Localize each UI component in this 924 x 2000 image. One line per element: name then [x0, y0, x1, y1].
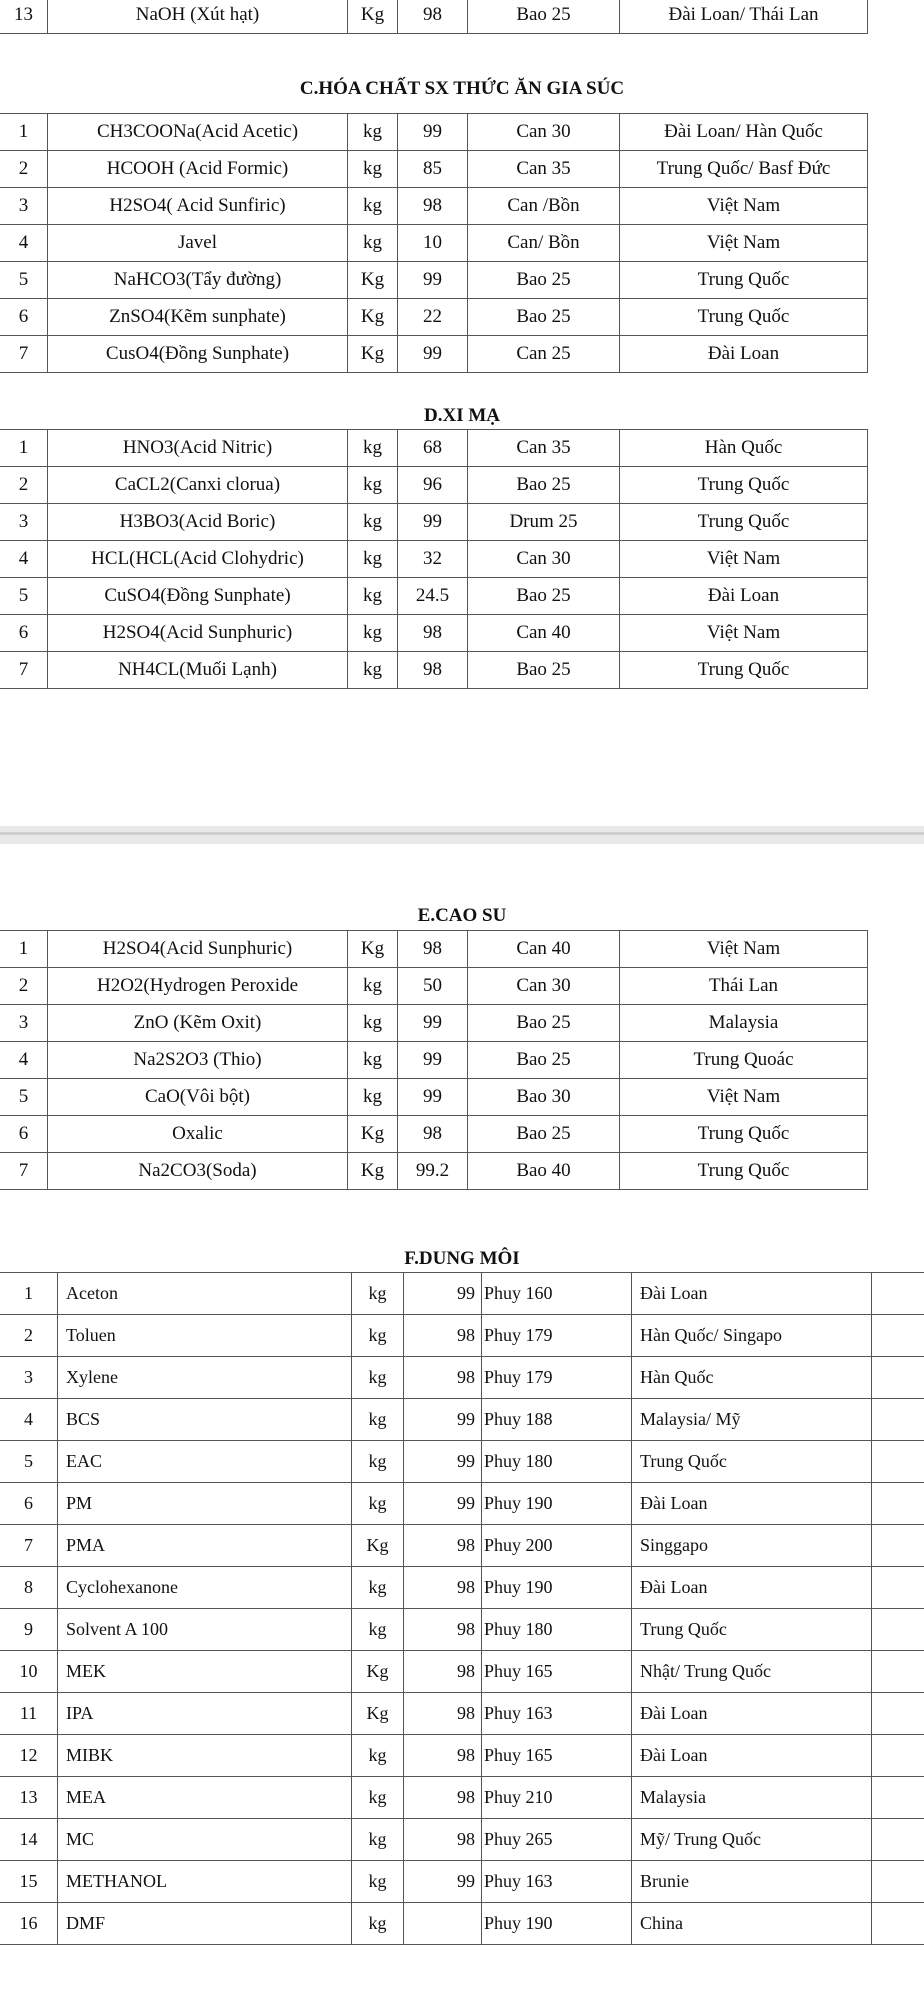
- packaging: Phuy 163: [482, 1861, 632, 1903]
- blank-cell: [872, 1903, 924, 1945]
- packaging: Can 40: [468, 615, 620, 652]
- product-name: Toluen: [58, 1315, 352, 1357]
- packaging: Bao 25: [468, 652, 620, 689]
- product-name: PMA: [58, 1525, 352, 1567]
- product-name: CaO(Vôi bột): [48, 1079, 348, 1116]
- unit: kg: [348, 1079, 398, 1116]
- row-number: 5: [0, 578, 48, 615]
- section-c-title: C.HÓA CHẤT SX THỨC ĂN GIA SÚC: [299, 78, 625, 99]
- row-number: 12: [0, 1735, 58, 1777]
- table-row: [0, 1399, 924, 1441]
- origin: Trung Quốc: [632, 1609, 872, 1651]
- table-row: [0, 299, 868, 336]
- product-name: Aceton: [58, 1273, 352, 1315]
- purity: 99: [398, 336, 468, 373]
- purity: 68: [398, 430, 468, 467]
- blank-cell: [872, 1567, 924, 1609]
- purity: 98: [404, 1357, 482, 1399]
- table-row: [0, 1153, 868, 1190]
- purity: 98: [398, 1116, 468, 1153]
- origin: Malaysia: [632, 1777, 872, 1819]
- product-name: NaOH (Xút hạt): [48, 0, 348, 34]
- unit: kg: [352, 1273, 404, 1315]
- table-row: [0, 931, 868, 968]
- origin: Đài Loan: [632, 1693, 872, 1735]
- packaging: Phuy 160: [482, 1273, 632, 1315]
- row-number: 5: [0, 262, 48, 299]
- purity: 99: [404, 1483, 482, 1525]
- origin: Trung Quốc: [620, 299, 868, 336]
- product-name: IPA: [58, 1693, 352, 1735]
- product-name: NH4CL(Muối Lạnh): [48, 652, 348, 689]
- origin: Nhật/ Trung Quốc: [632, 1651, 872, 1693]
- purity: 98: [404, 1819, 482, 1861]
- row-number: 15: [0, 1861, 58, 1903]
- unit: Kg: [348, 262, 398, 299]
- row-number: 1: [0, 1273, 58, 1315]
- packaging: Can 35: [468, 151, 620, 188]
- origin: Đài Loan: [620, 336, 868, 373]
- row-number: 4: [0, 1042, 48, 1079]
- product-name: Na2CO3(Soda): [48, 1153, 348, 1190]
- origin: Việt Nam: [620, 1079, 868, 1116]
- purity: 98: [398, 931, 468, 968]
- purity: 24.5: [398, 578, 468, 615]
- unit: kg: [352, 1315, 404, 1357]
- product-name: CH3COONa(Acid Acetic): [48, 114, 348, 151]
- unit: Kg: [348, 336, 398, 373]
- blank-cell: [872, 1735, 924, 1777]
- origin: Đài Loan/ Thái Lan: [620, 0, 868, 34]
- packaging: Bao 25: [468, 299, 620, 336]
- origin: Hàn Quốc: [620, 430, 868, 467]
- table-row: [0, 1735, 924, 1777]
- product-name: CuSO4(Đồng Sunphate): [48, 578, 348, 615]
- purity: 98: [404, 1651, 482, 1693]
- purity: 98: [404, 1777, 482, 1819]
- purity: 98: [404, 1693, 482, 1735]
- table-row: [0, 188, 868, 225]
- blank-cell: [872, 1483, 924, 1525]
- product-name: H2SO4(Acid Sunphuric): [48, 615, 348, 652]
- blank-cell: [872, 1819, 924, 1861]
- table-row: [0, 615, 868, 652]
- product-name: MIBK: [58, 1735, 352, 1777]
- origin: China: [632, 1903, 872, 1945]
- unit: kg: [348, 467, 398, 504]
- unit: kg: [352, 1567, 404, 1609]
- product-name: PM: [58, 1483, 352, 1525]
- product-name: H2SO4(Acid Sunphuric): [48, 931, 348, 968]
- table-row: [0, 1651, 924, 1693]
- row-number: 4: [0, 225, 48, 262]
- table-row: [0, 151, 868, 188]
- row-number: 2: [0, 1315, 58, 1357]
- purity: 98: [398, 615, 468, 652]
- table-row: [0, 1819, 924, 1861]
- origin: Đài Loan: [632, 1567, 872, 1609]
- unit: kg: [348, 615, 398, 652]
- row-number: 8: [0, 1567, 58, 1609]
- packaging: Can 30: [468, 114, 620, 151]
- purity: 99: [398, 504, 468, 541]
- unit: Kg: [348, 1116, 398, 1153]
- row-number: 4: [0, 1399, 58, 1441]
- section-f-table: [0, 1272, 924, 1945]
- unit: kg: [348, 1042, 398, 1079]
- packaging: Phuy 190: [482, 1903, 632, 1945]
- origin: Việt Nam: [620, 188, 868, 225]
- table-row: [0, 1567, 924, 1609]
- unit: kg: [348, 504, 398, 541]
- origin: Malaysia/ Mỹ: [632, 1399, 872, 1441]
- origin: Việt Nam: [620, 615, 868, 652]
- origin: Việt Nam: [620, 541, 868, 578]
- packaging: Can/ Bồn: [468, 225, 620, 262]
- origin: Trung Quoác: [620, 1042, 868, 1079]
- packaging: Bao 25: [468, 1005, 620, 1042]
- product-name: Javel: [48, 225, 348, 262]
- unit: kg: [352, 1399, 404, 1441]
- packaging: Phuy 190: [482, 1483, 632, 1525]
- unit: kg: [348, 188, 398, 225]
- row-number: 2: [0, 151, 48, 188]
- packaging: Phuy 163: [482, 1693, 632, 1735]
- unit: Kg: [348, 931, 398, 968]
- packaging: Bao 25: [468, 578, 620, 615]
- packaging: Phuy 180: [482, 1609, 632, 1651]
- product-name: METHANOL: [58, 1861, 352, 1903]
- table-row: [0, 1777, 924, 1819]
- packaging: Phuy 165: [482, 1651, 632, 1693]
- purity: [404, 1903, 482, 1945]
- product-name: ZnSO4(Kẽm sunphate): [48, 299, 348, 336]
- unit: Kg: [348, 1153, 398, 1190]
- origin: Đài Loan: [632, 1735, 872, 1777]
- blank-cell: [872, 1693, 924, 1735]
- purity: 99.2: [398, 1153, 468, 1190]
- row-number: 6: [0, 299, 48, 336]
- packaging: Can 30: [468, 541, 620, 578]
- packaging: Bao 30: [468, 1079, 620, 1116]
- unit: Kg: [352, 1693, 404, 1735]
- product-name: CaCL2(Canxi clorua): [48, 467, 348, 504]
- packaging: Phuy 180: [482, 1441, 632, 1483]
- table-row: [0, 578, 868, 615]
- packaging: Bao 40: [468, 1153, 620, 1190]
- product-name: MEA: [58, 1777, 352, 1819]
- packaging: Can 40: [468, 931, 620, 968]
- origin: Hàn Quốc/ Singapo: [632, 1315, 872, 1357]
- blank-cell: [872, 1651, 924, 1693]
- origin: Trung Quốc: [620, 504, 868, 541]
- table-row: [0, 541, 868, 578]
- origin: Mỹ/ Trung Quốc: [632, 1819, 872, 1861]
- packaging: Phuy 190: [482, 1567, 632, 1609]
- purity: 98: [404, 1567, 482, 1609]
- section-e-table: [0, 930, 868, 1190]
- product-name: Solvent A 100: [58, 1609, 352, 1651]
- table-row: [0, 1315, 924, 1357]
- table-row: [0, 504, 868, 541]
- product-name: BCS: [58, 1399, 352, 1441]
- product-name: H2SO4( Acid Sunfiric): [48, 188, 348, 225]
- origin: Trung Quốc: [620, 467, 868, 504]
- row-number: 16: [0, 1903, 58, 1945]
- row-number: 13: [0, 1777, 58, 1819]
- blank-cell: [872, 1861, 924, 1903]
- product-name: H2O2(Hydrogen Peroxide: [48, 968, 348, 1005]
- purity: 99: [398, 114, 468, 151]
- table-row: [0, 1273, 924, 1315]
- product-name: EAC: [58, 1441, 352, 1483]
- origin: Malaysia: [620, 1005, 868, 1042]
- row-number: 6: [0, 1116, 48, 1153]
- packaging: Phuy 200: [482, 1525, 632, 1567]
- packaging: Can 25: [468, 336, 620, 373]
- unit: kg: [352, 1777, 404, 1819]
- product-name: MEK: [58, 1651, 352, 1693]
- packaging: Bao 25: [468, 262, 620, 299]
- section-d-table: [0, 429, 868, 689]
- row-number: 13: [0, 0, 48, 34]
- product-name: HCL(HCL(Acid Clohydric): [48, 541, 348, 578]
- unit: kg: [348, 541, 398, 578]
- unit: kg: [348, 151, 398, 188]
- table-row: [0, 1357, 924, 1399]
- purity: 99: [404, 1441, 482, 1483]
- product-name: Xylene: [58, 1357, 352, 1399]
- section-f-title: F.DUNG MÔI: [404, 1248, 520, 1269]
- origin: Thái Lan: [620, 968, 868, 1005]
- table-row: [0, 430, 868, 467]
- unit: kg: [348, 652, 398, 689]
- blank-cell: [872, 1441, 924, 1483]
- table-row: [0, 1441, 924, 1483]
- section-c-table: [0, 113, 868, 373]
- unit: kg: [352, 1903, 404, 1945]
- purity: 98: [398, 188, 468, 225]
- purity: 96: [398, 467, 468, 504]
- packaging: Phuy 188: [482, 1399, 632, 1441]
- purity: 99: [404, 1273, 482, 1315]
- product-name: DMF: [58, 1903, 352, 1945]
- packaging: Bao 25: [468, 467, 620, 504]
- unit: kg: [348, 578, 398, 615]
- packaging: Drum 25: [468, 504, 620, 541]
- table-row: [0, 336, 868, 373]
- row-number: 3: [0, 1357, 58, 1399]
- unit: kg: [352, 1483, 404, 1525]
- row-number: 7: [0, 336, 48, 373]
- table-row: [0, 1861, 924, 1903]
- purity: 99: [404, 1399, 482, 1441]
- product-name: MC: [58, 1819, 352, 1861]
- purity: 99: [404, 1861, 482, 1903]
- unit: Kg: [352, 1651, 404, 1693]
- row-number: 5: [0, 1441, 58, 1483]
- table-row: [0, 467, 868, 504]
- table-row: [0, 1903, 924, 1945]
- packaging: Phuy 165: [482, 1735, 632, 1777]
- unit: kg: [348, 1005, 398, 1042]
- purity: 99: [398, 262, 468, 299]
- blank-cell: [872, 1399, 924, 1441]
- unit: kg: [348, 430, 398, 467]
- packaging: Can 35: [468, 430, 620, 467]
- origin: Brunie: [632, 1861, 872, 1903]
- row-number: 14: [0, 1819, 58, 1861]
- purity: 98: [404, 1525, 482, 1567]
- page-separator: [0, 826, 924, 844]
- product-name: HNO3(Acid Nitric): [48, 430, 348, 467]
- packaging: Phuy 265: [482, 1819, 632, 1861]
- origin: Trung Quốc: [620, 262, 868, 299]
- origin: Đài Loan: [632, 1483, 872, 1525]
- row-number: 10: [0, 1651, 58, 1693]
- row-number: 2: [0, 467, 48, 504]
- section-e-title: E.CAO SU: [417, 905, 507, 926]
- unit: kg: [348, 968, 398, 1005]
- row-number: 1: [0, 430, 48, 467]
- row-number: 1: [0, 931, 48, 968]
- origin: Trung Quốc: [632, 1441, 872, 1483]
- packaging: Phuy 210: [482, 1777, 632, 1819]
- table-row: [0, 1079, 868, 1116]
- table-row: [0, 1483, 924, 1525]
- unit: kg: [352, 1609, 404, 1651]
- table-row: [0, 225, 868, 262]
- packaging: Bao 25: [468, 1042, 620, 1079]
- origin: Hàn Quốc: [632, 1357, 872, 1399]
- unit: kg: [352, 1441, 404, 1483]
- unit: kg: [352, 1861, 404, 1903]
- origin: Việt Nam: [620, 931, 868, 968]
- row-number: 7: [0, 652, 48, 689]
- unit: Kg: [352, 1525, 404, 1567]
- row-number: 11: [0, 1693, 58, 1735]
- product-name: ZnO (Kẽm Oxit): [48, 1005, 348, 1042]
- product-name: Oxalic: [48, 1116, 348, 1153]
- purity: 98: [404, 1315, 482, 1357]
- purity: 99: [398, 1005, 468, 1042]
- purity: 50: [398, 968, 468, 1005]
- table-row: [0, 652, 868, 689]
- product-name: Na2S2O3 (Thio): [48, 1042, 348, 1079]
- purity: 99: [398, 1042, 468, 1079]
- purity: 98: [398, 652, 468, 689]
- unit: kg: [352, 1735, 404, 1777]
- table-row: [0, 1609, 924, 1651]
- table-row: [0, 968, 868, 1005]
- purity: 98: [404, 1609, 482, 1651]
- table-row: [0, 0, 868, 34]
- row-number: 9: [0, 1609, 58, 1651]
- row-number: 6: [0, 615, 48, 652]
- unit: kg: [348, 114, 398, 151]
- origin: Trung Quốc/ Basf Đức: [620, 151, 868, 188]
- purity: 98: [398, 0, 468, 34]
- top-table: [0, 0, 868, 34]
- packaging: Bao 25: [468, 0, 620, 34]
- table-row: [0, 1693, 924, 1735]
- unit: kg: [352, 1357, 404, 1399]
- purity: 10: [398, 225, 468, 262]
- origin: Trung Quốc: [620, 1153, 868, 1190]
- origin: Đài Loan: [620, 578, 868, 615]
- origin: Singgapo: [632, 1525, 872, 1567]
- product-name: H3BO3(Acid Boric): [48, 504, 348, 541]
- unit: Kg: [348, 299, 398, 336]
- row-number: 5: [0, 1079, 48, 1116]
- packaging: Bao 25: [468, 1116, 620, 1153]
- table-row: [0, 1525, 924, 1567]
- row-number: 7: [0, 1153, 48, 1190]
- blank-cell: [872, 1315, 924, 1357]
- packaging: Can /Bồn: [468, 188, 620, 225]
- purity: 99: [398, 1079, 468, 1116]
- row-number: 4: [0, 541, 48, 578]
- product-name: Cyclohexanone: [58, 1567, 352, 1609]
- product-name: NaHCO3(Tẩy đường): [48, 262, 348, 299]
- row-number: 2: [0, 968, 48, 1005]
- purity: 85: [398, 151, 468, 188]
- purity: 98: [404, 1735, 482, 1777]
- product-name: HCOOH (Acid Formic): [48, 151, 348, 188]
- blank-cell: [872, 1525, 924, 1567]
- blank-cell: [872, 1273, 924, 1315]
- blank-cell: [872, 1777, 924, 1819]
- unit: Kg: [348, 0, 398, 34]
- packaging: Can 30: [468, 968, 620, 1005]
- packaging: Phuy 179: [482, 1315, 632, 1357]
- origin: Trung Quốc: [620, 652, 868, 689]
- purity: 32: [398, 541, 468, 578]
- origin: Đài Loan/ Hàn Quốc: [620, 114, 868, 151]
- unit: kg: [352, 1819, 404, 1861]
- packaging: Phuy 179: [482, 1357, 632, 1399]
- row-number: 7: [0, 1525, 58, 1567]
- row-number: 3: [0, 188, 48, 225]
- row-number: 1: [0, 114, 48, 151]
- section-d-title: D.XI MẠ: [424, 405, 500, 426]
- table-row: [0, 1005, 868, 1042]
- blank-cell: [872, 1357, 924, 1399]
- table-row: [0, 1042, 868, 1079]
- product-name: CusO4(Đồng Sunphate): [48, 336, 348, 373]
- origin: Đài Loan: [632, 1273, 872, 1315]
- blank-cell: [872, 1609, 924, 1651]
- row-number: 3: [0, 504, 48, 541]
- row-number: 3: [0, 1005, 48, 1042]
- unit: kg: [348, 225, 398, 262]
- purity: 22: [398, 299, 468, 336]
- table-row: [0, 262, 868, 299]
- row-number: 6: [0, 1483, 58, 1525]
- table-row: [0, 1116, 868, 1153]
- table-row: [0, 114, 868, 151]
- origin: Trung Quốc: [620, 1116, 868, 1153]
- origin: Việt Nam: [620, 225, 868, 262]
